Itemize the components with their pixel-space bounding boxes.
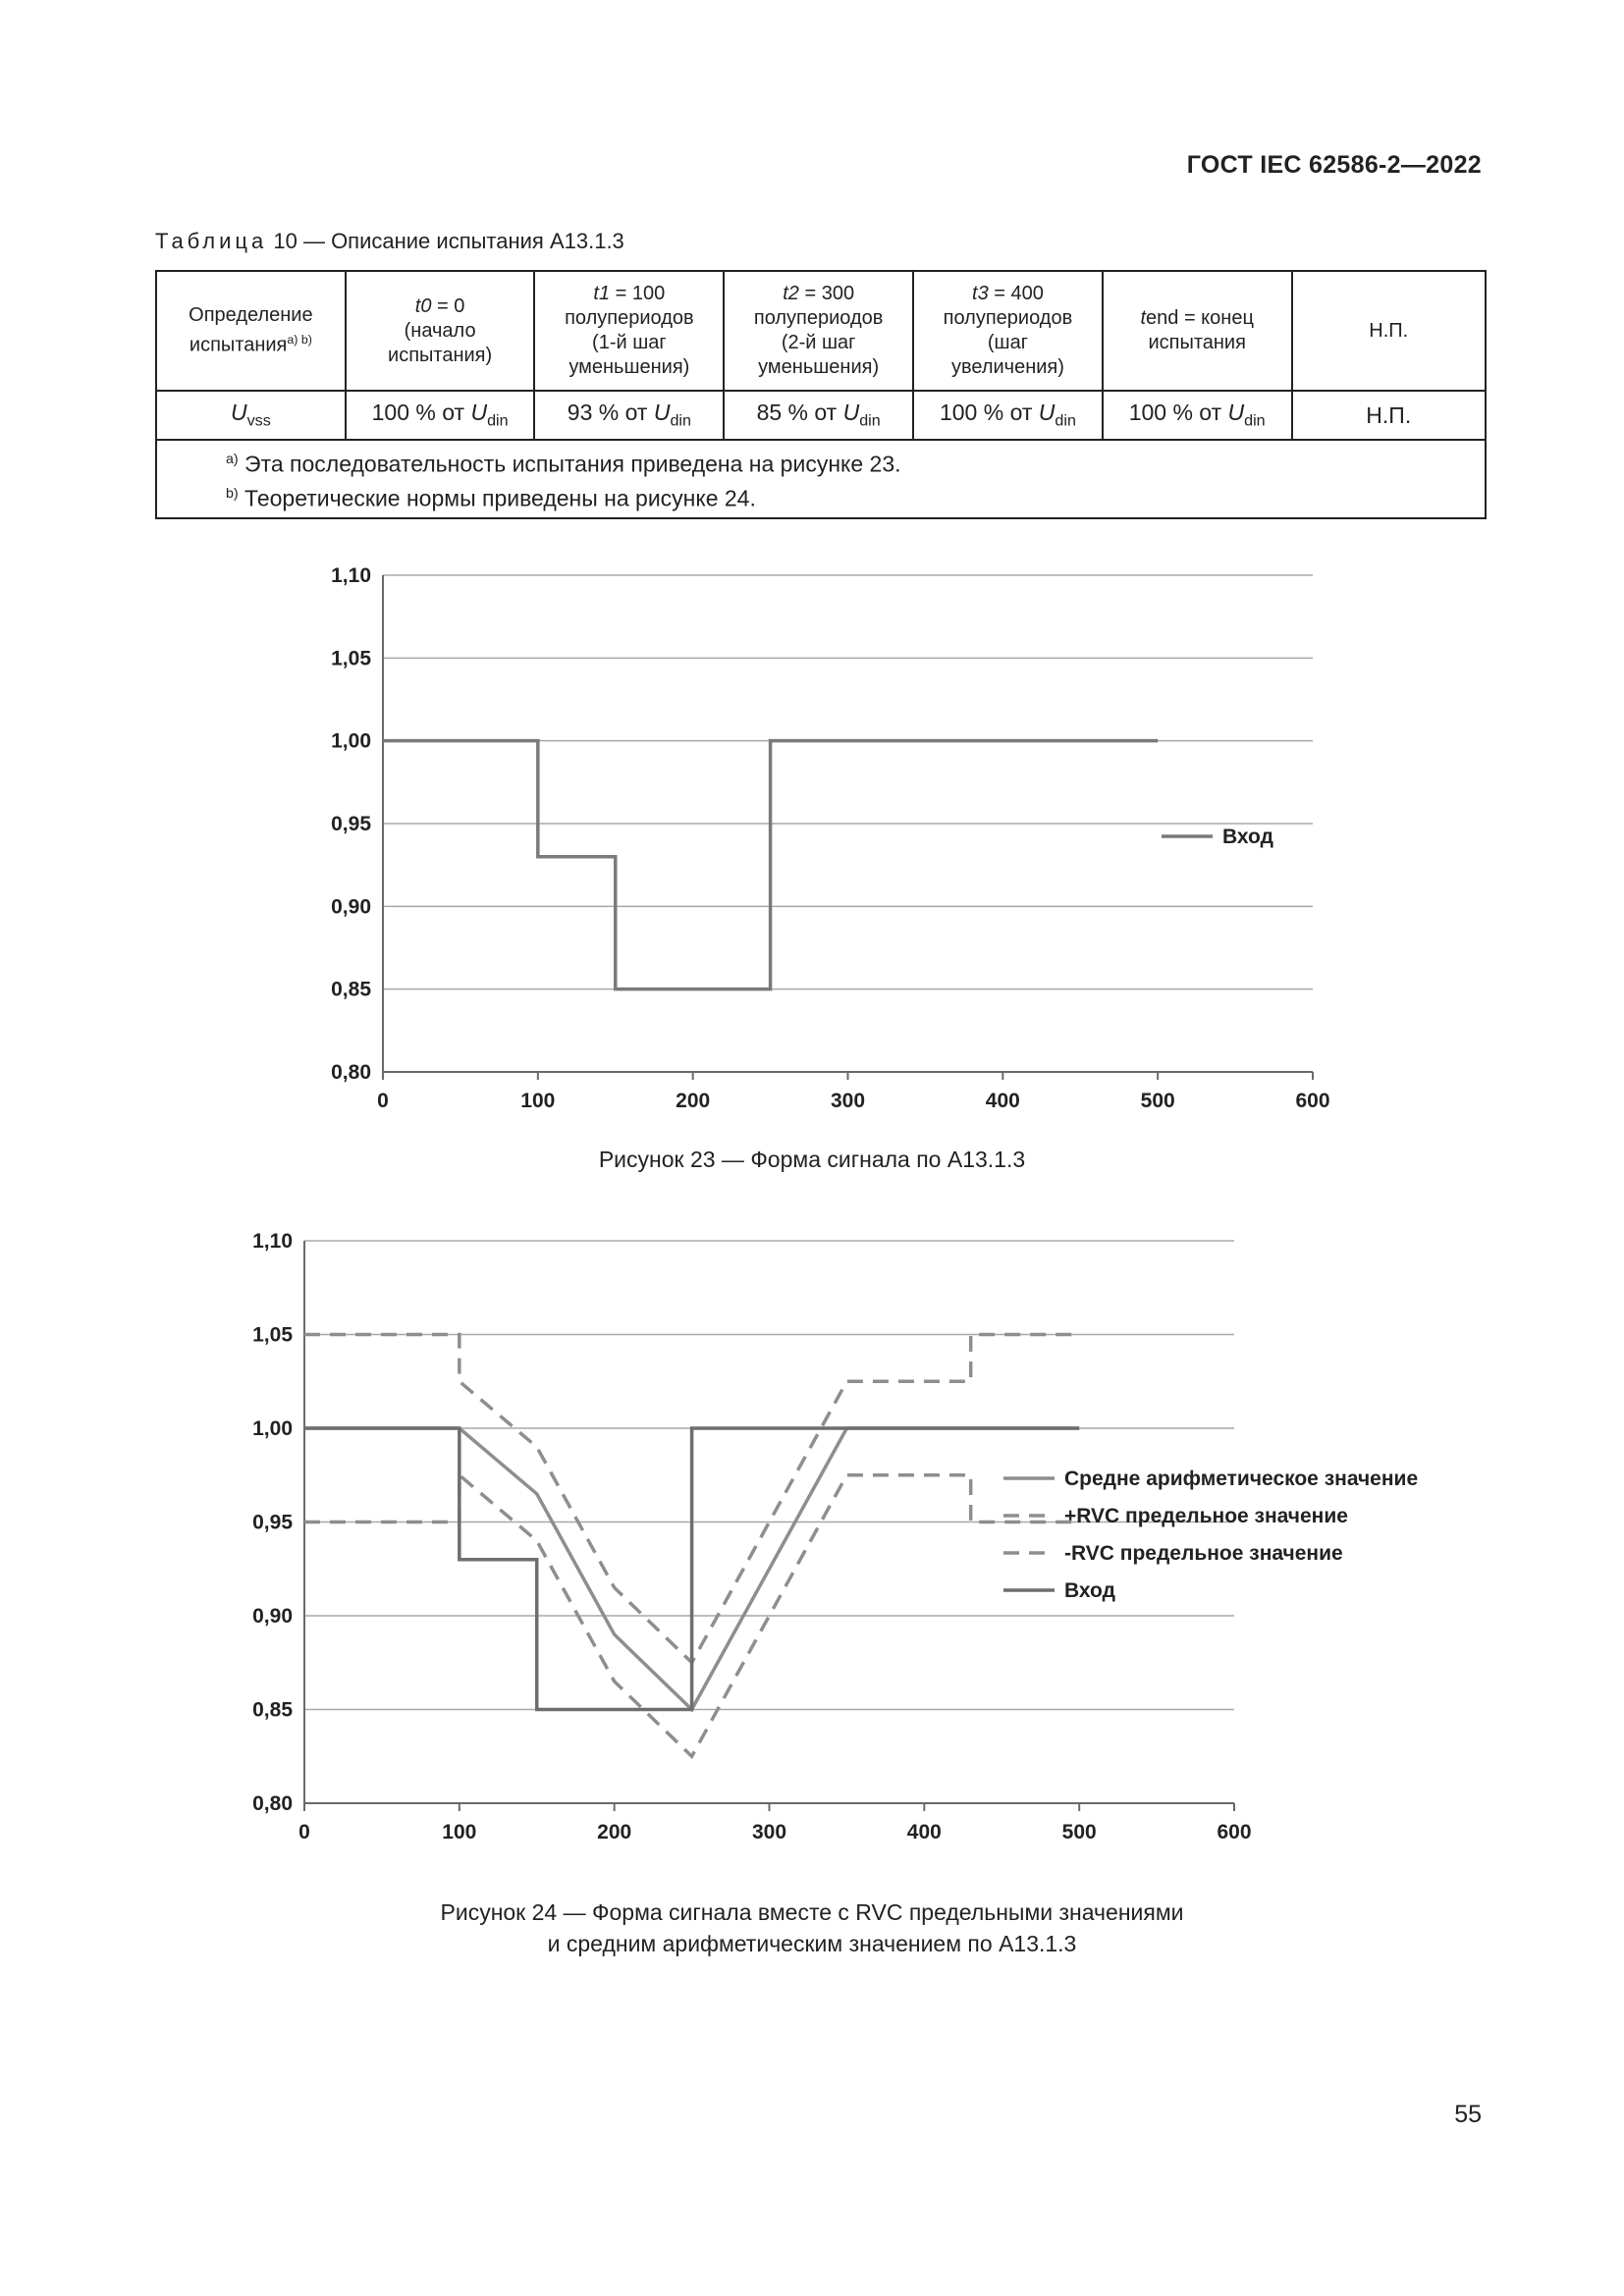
y-tick-label: 0,90 <box>252 1605 293 1628</box>
value-cell <box>1103 391 1292 440</box>
y-tick-label: 0,90 <box>331 895 371 919</box>
standard-number: ГОСТ IEC 62586-2—2022 <box>1186 151 1482 179</box>
table-note <box>226 445 1481 479</box>
variable: t <box>1140 307 1147 329</box>
header-text: end = конец <box>1146 307 1254 329</box>
y-tick-label: 0,80 <box>331 1061 371 1084</box>
x-tick-label: 0 <box>377 1090 389 1112</box>
header-text: полупериодов <box>943 307 1073 329</box>
table-note <box>226 479 1481 513</box>
table-caption-prefix: Таблица <box>155 229 268 253</box>
variable: U <box>470 400 488 426</box>
x-tick-label: 100 <box>442 1821 477 1843</box>
value-cell-np <box>1292 391 1486 440</box>
variable: U <box>653 400 671 426</box>
header-cell-t3 <box>913 271 1103 391</box>
header-text: = 300 <box>798 283 855 304</box>
y-tick-label: 1,00 <box>252 1417 293 1440</box>
x-tick-label: 300 <box>830 1090 866 1112</box>
subscript: din <box>1055 411 1076 430</box>
header-text: Определение <box>189 304 313 327</box>
subscript: din <box>487 411 509 430</box>
y-tick-label: 0,85 <box>252 1698 293 1722</box>
table-caption-text: 10 — Описание испытания А13.1.3 <box>267 229 624 253</box>
test-description-table <box>155 270 1487 519</box>
header-text: увеличения) <box>950 356 1064 378</box>
y-tick-label: 1,00 <box>331 729 371 753</box>
header-text: (1-й шаг <box>592 332 667 353</box>
variable: t3 <box>972 283 989 304</box>
header-text: (2-й шаг <box>781 332 856 353</box>
figure-24-caption <box>0 1896 1624 1959</box>
figure-24-caption-line: Рисунок 24 — Форма сигнала вместе с RVC предельными значениями <box>440 1899 1184 1925</box>
variable: t1 <box>593 283 611 304</box>
y-tick-label: 1,10 <box>331 564 371 587</box>
legend-label: +RVC предельное значение <box>1064 1505 1348 1527</box>
value-text: 85 % от <box>756 400 843 426</box>
table-value-row <box>156 391 1486 440</box>
legend-label: Средне арифметическое значение <box>1064 1468 1419 1490</box>
note-mark: b) <box>226 486 239 502</box>
subscript: din <box>670 411 691 430</box>
value-text: 93 % от <box>567 400 654 426</box>
x-tick-label: 400 <box>985 1090 1020 1112</box>
x-tick-label: 400 <box>906 1821 942 1843</box>
subscript: din <box>859 411 881 430</box>
y-tick-label: 1,05 <box>331 647 371 670</box>
x-tick-label: 300 <box>751 1821 787 1843</box>
y-tick-label: 0,95 <box>252 1511 293 1534</box>
legend-label: Вход <box>1222 826 1273 848</box>
variable: U <box>1227 400 1245 426</box>
y-tick-label: 1,05 <box>252 1323 293 1347</box>
variable: U <box>231 400 247 426</box>
note-text: Эта последовательность испытания приведена на рисунке 23. <box>238 452 901 477</box>
figure-23-caption: Рисунок 23 — Форма сигнала по А13.1.3 <box>598 1147 1026 1172</box>
header-text: = 400 <box>988 283 1044 304</box>
y-tick-label: 1,10 <box>252 1230 293 1253</box>
x-tick-label: 500 <box>1061 1821 1097 1843</box>
value-text: 100 % от <box>371 400 471 426</box>
x-tick-label: 100 <box>520 1090 556 1112</box>
series-line <box>304 1428 1079 1710</box>
header-text: полупериодов <box>753 307 884 329</box>
table-notes <box>156 440 1486 518</box>
x-tick-label: 600 <box>1295 1090 1330 1112</box>
figure-24-caption-line: и средним арифметическим значением по А13.1.3 <box>547 1931 1077 1956</box>
x-tick-label: 600 <box>1217 1821 1252 1843</box>
y-tick-label: 0,85 <box>331 978 371 1001</box>
header-text: Н.П. <box>1369 319 1409 342</box>
value-cell <box>534 391 724 440</box>
header-text: = 0 <box>431 294 465 317</box>
footnote-ref: a) b) <box>287 333 312 347</box>
header-cell-tend <box>1103 271 1292 391</box>
header-text: испытания <box>1148 332 1246 353</box>
variable: t2 <box>783 283 799 304</box>
header-cell-definition <box>156 271 346 391</box>
value-text: 100 % от <box>1128 400 1228 426</box>
legend-label: -RVC предельное значение <box>1064 1542 1343 1565</box>
series-line <box>383 741 1158 989</box>
value-cell <box>913 391 1103 440</box>
header-text: испытания) <box>388 344 493 366</box>
value-cell <box>346 391 535 440</box>
note-mark: a) <box>226 452 239 468</box>
figure-23-chart <box>0 550 1624 1129</box>
value-text: Н.П. <box>1366 401 1412 428</box>
variable: U <box>1038 400 1056 426</box>
page-number: 55 <box>1454 2101 1482 2128</box>
value-text: 100 % от <box>939 400 1039 426</box>
table-caption <box>155 229 624 254</box>
variable: U <box>842 400 860 426</box>
y-tick-label: 0,80 <box>252 1792 293 1815</box>
legend-label: Вход <box>1064 1579 1115 1602</box>
y-tick-label: 0,95 <box>331 813 371 835</box>
x-tick-label: 0 <box>298 1821 310 1843</box>
subscript: din <box>1244 411 1266 430</box>
table-header-row <box>156 271 1486 391</box>
table-notes-row <box>156 440 1486 518</box>
note-text: Теоретические нормы приведены на рисунке 24. <box>238 485 756 511</box>
header-text: полупериодов <box>565 307 694 329</box>
header-cell-np <box>1292 271 1486 391</box>
x-tick-label: 500 <box>1140 1090 1175 1112</box>
header-cell-t0 <box>346 271 535 391</box>
header-text: (начало <box>404 319 476 342</box>
header-text: уменьшения) <box>758 356 880 378</box>
row-label <box>156 391 346 440</box>
header-cell-t1 <box>534 271 724 391</box>
header-text: уменьшения) <box>568 356 690 378</box>
x-tick-label: 200 <box>676 1090 711 1112</box>
header-cell-t2 <box>724 271 913 391</box>
x-tick-label: 200 <box>597 1821 632 1843</box>
header-text: испытания <box>189 334 288 356</box>
figure-24-chart <box>0 1217 1624 1845</box>
header-text: = 100 <box>610 283 666 304</box>
variable: t0 <box>414 294 432 317</box>
subscript: vss <box>246 411 271 430</box>
value-cell <box>724 391 913 440</box>
header-text: (шаг <box>987 332 1028 353</box>
